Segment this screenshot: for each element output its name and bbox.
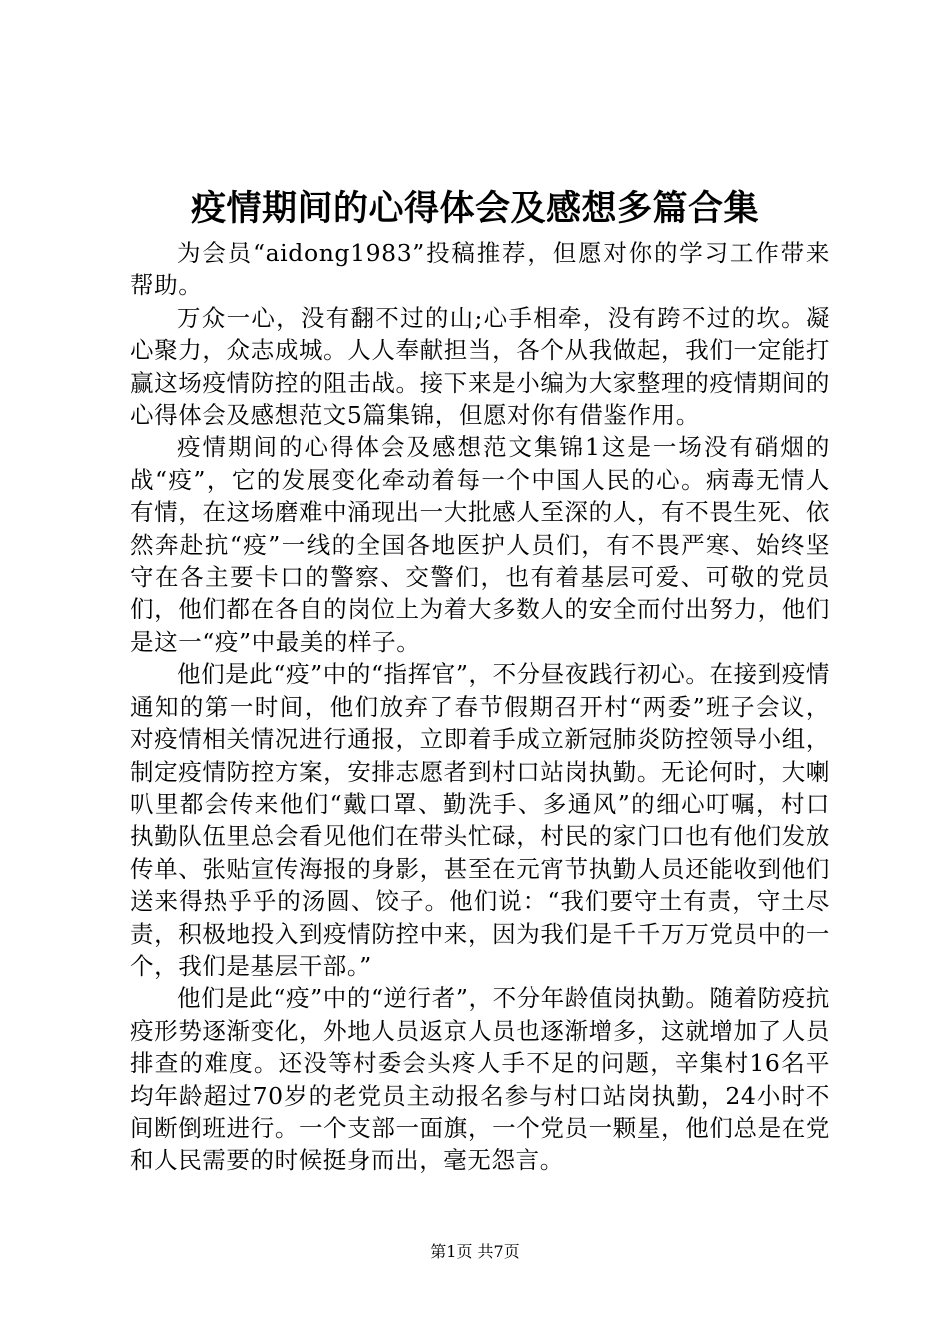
intro-paragraph: 为会员“aidong1983”投稿推荐，但愿对你的学习工作带来帮助。 bbox=[130, 239, 830, 300]
overview-paragraph: 万众一心，没有翻不过的山;心手相牵，没有跨不过的坎。凝心聚力，众志成城。人人奉献担当，各个从我做起，我们一定能打赢这场疫情防控的阻击战。接下来是小编为大家整理的疫情期间的心得体会及感想范文5篇集锦，但愿对你有借鉴作用。 bbox=[130, 303, 830, 430]
document-body bbox=[130, 237, 830, 1177]
essay-paragraph-1: 疫情期间的心得体会及感想范文集锦1这是一场没有硝烟的战“疫”，它的发展变化牵动着每一个中国人民的心。病毒无情人有情，在这场磨难中涌现出一大批感人至深的人，有不畏生死、依然奔赴抗“疫”一线的全国各地医护人员们，有不畏严寒、始终坚守在各主要卡口的警察、交警们，也有着基层可爱、可敬的党员们，他们都在各自的岗位上为着大多数人的安全而付出努力，他们是这一“疫”中最美的样子。 bbox=[130, 433, 830, 656]
essay-paragraph-3: 他们是此“疫”中的“逆行者”，不分年龄值岗执勤。随着防疫抗疫形势逐渐变化，外地人员返京人员也逐渐增多，这就增加了人员排查的难度。还没等村委会头疼人手不足的问题，辛集村16名平均年龄超过70岁的老党员主动报名参与村口站岗执勤，24小时不间断倒班进行。一个支部一面旗，一个党员一颗星，他们总是在党和人民需要的时候挺身而出，毫无怨言。 bbox=[130, 984, 830, 1175]
essay-paragraph-2: 他们是此“疫”中的“指挥官”，不分昼夜践行初心。在接到疫情通知的第一时间，他们放弃了春节假期召开村“两委”班子会议，对疫情相关情况进行通报，立即着手成立新冠肺炎防控领导小组，制定疫情防控方案，安排志愿者到村口站岗执勤。无论何时，大喇叭里都会传来他们“戴口罩、勤洗手、多通风”的细心叮嘱，村口执勤队伍里总会看见他们在带头忙碌，村民的家门口也有他们发放传单、张贴宣传海报的身影，甚至在元宵节执勤人员还能收到他们送来得热乎乎的汤圆、饺子。他们说：“我们要守土有责，守土尽责，积极地投入到疫情防控中来，因为我们是千千万万党员中的一个，我们是基层干部。” bbox=[130, 660, 830, 980]
document-title: 疫情期间的心得体会及感想多篇合集 bbox=[190, 188, 759, 229]
page-number-footer: 第1页 共7页 bbox=[430, 1242, 520, 1261]
